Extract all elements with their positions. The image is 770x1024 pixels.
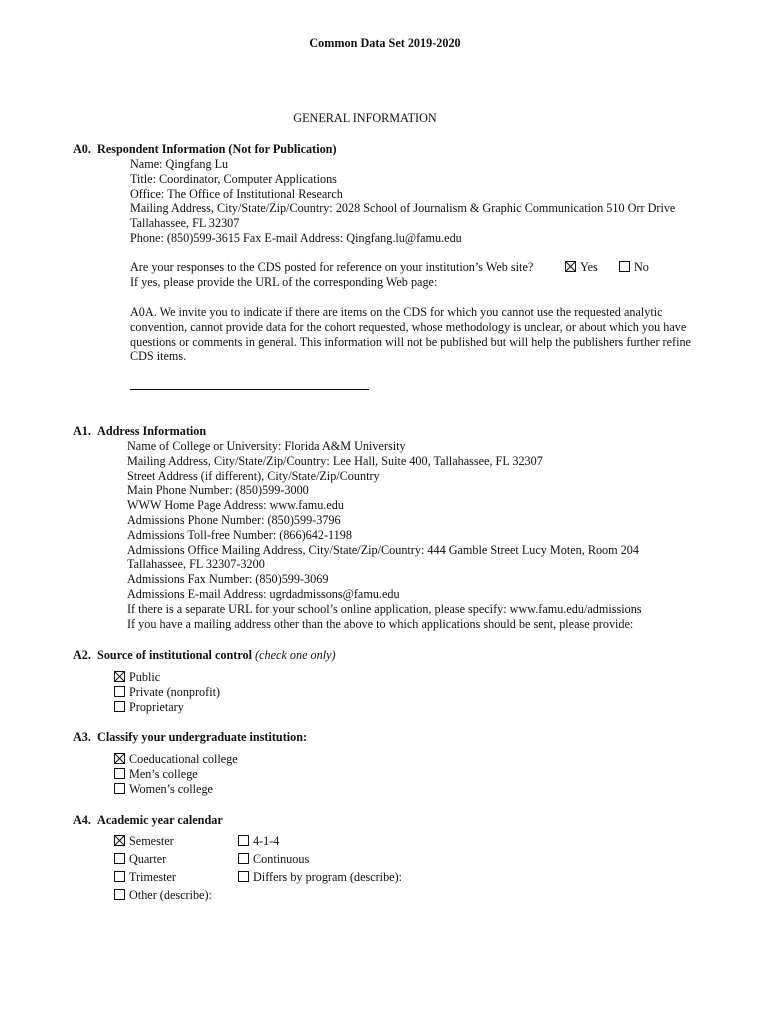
main-phone: Main Phone Number: (850)599-3000 <box>127 483 309 498</box>
college-name: Name of College or University: Florida A&M University <box>127 439 406 453</box>
respondent-city: Tallahassee, FL 32307 <box>130 216 240 231</box>
respondent-phone-email: Phone: (850)599-3615 Fax E-mail Address: Qingfang.lu@famu.edu <box>130 230 462 245</box>
a3-options <box>114 752 238 796</box>
no-label: No <box>634 260 649 274</box>
a1-heading-number: A1. <box>73 424 91 438</box>
option-other[interactable] <box>114 888 212 906</box>
trimester-label: Trimester <box>129 870 176 884</box>
proprietary-checkbox[interactable] <box>114 701 125 712</box>
private-checkbox[interactable] <box>114 686 125 697</box>
quarter-label: Quarter <box>129 852 167 866</box>
option-mens-college[interactable] <box>114 767 238 782</box>
womens-college-label: Women’s college <box>129 781 213 796</box>
other-label: Other (describe): <box>129 888 212 902</box>
option-continuous[interactable] <box>238 852 402 870</box>
continuous-checkbox[interactable] <box>238 853 249 864</box>
admissions-mailing-address: Admissions Office Mailing Address, City/State/Zip/Country: 444 Gamble Street Lucy Moten, Room 204 <box>127 542 639 557</box>
yes-option[interactable] <box>565 260 598 275</box>
a3-heading-number: A3. <box>73 730 91 744</box>
a4-heading <box>73 813 223 828</box>
option-differs-by-program[interactable] <box>238 870 402 888</box>
no-option[interactable] <box>619 260 649 275</box>
a0a-answer-line[interactable] <box>130 389 369 390</box>
public-checkbox[interactable] <box>114 671 125 682</box>
a1-heading <box>73 424 206 439</box>
admissions-city: Tallahassee, FL 32307-3200 <box>127 557 265 572</box>
coeducational-label: Coeducational college <box>129 752 238 766</box>
private-label: Private (nonprofit) <box>129 684 221 699</box>
respondent-mailing-address: Mailing Address, City/State/Zip/Country: 2028 School of Journalism & Graphic Communication 510 Orr Drive <box>130 201 676 216</box>
quarter-checkbox[interactable] <box>114 853 125 864</box>
a0-heading-text: Respondent Information (Not for Publication) <box>97 142 337 156</box>
a3-heading <box>73 730 307 745</box>
continuous-label: Continuous <box>253 852 310 866</box>
differs-by-program-label: Differs by program (describe): <box>253 870 403 884</box>
web-posting-question: Are your responses to the CDS posted for reference on your institution’s Web site? <box>130 260 534 274</box>
admissions-email: Admissions E-mail Address: ugrdadmissons@famu.edu <box>127 586 400 601</box>
a2-heading-text: Source of institutional control <box>97 648 252 662</box>
option-trimester[interactable] <box>114 870 212 888</box>
admissions-phone: Admissions Phone Number: (850)599-3796 <box>127 512 341 527</box>
a1-heading-text: Address Information <box>97 424 207 438</box>
option-womens-college[interactable] <box>114 782 238 797</box>
document-title: Common Data Set 2019-2020 <box>309 36 461 50</box>
admissions-fax: Admissions Fax Number: (850)599-3069 <box>127 572 329 587</box>
respondent-name: Name: Qingfang Lu <box>130 157 229 171</box>
proprietary-label: Proprietary <box>129 699 184 714</box>
semester-label: Semester <box>129 834 174 848</box>
option-proprietary[interactable] <box>114 700 220 715</box>
yes-label: Yes <box>580 260 598 274</box>
a4-heading-number: A4. <box>73 813 91 827</box>
option-coeducational[interactable] <box>114 752 238 767</box>
4-1-4-label: 4-1-4 <box>253 834 280 848</box>
4-1-4-checkbox[interactable] <box>238 835 249 846</box>
other-checkbox[interactable] <box>114 889 125 900</box>
yes-checkbox[interactable] <box>565 261 576 272</box>
womens-college-checkbox[interactable] <box>114 783 125 794</box>
url-prompt: If yes, please provide the URL of the corresponding Web page: <box>130 275 438 289</box>
a4-heading-text: Academic year calendar <box>97 813 223 827</box>
mens-college-label: Men’s college <box>129 766 198 781</box>
a0a-paragraph: A0A. We invite you to indicate if there are items on the CDS for which you cannot use the requested analytic convention, cannot provide data for the cohort requested, whose methodology is unclear, or about which you have questions or comments in general. This information will not be published but will help the publishers further refine CDS items. <box>130 305 691 364</box>
a0-heading <box>73 142 337 157</box>
a2-options <box>114 670 220 714</box>
trimester-checkbox[interactable] <box>114 871 125 882</box>
a0-heading-number: A0. <box>73 142 91 156</box>
a0-respondent-block <box>130 157 675 246</box>
college-mailing-address: Mailing Address, City/State/Zip/Country: Lee Hall, Suite 400, Tallahassee, FL 32307 <box>127 453 543 468</box>
differs-by-program-checkbox[interactable] <box>238 871 249 882</box>
home-page: WWW Home Page Address: www.famu.edu <box>127 498 344 513</box>
no-checkbox[interactable] <box>619 261 630 272</box>
a4-options-col2 <box>238 834 402 888</box>
semester-checkbox[interactable] <box>114 835 125 846</box>
a2-heading <box>73 648 336 663</box>
respondent-title: Title: Coordinator, Computer Applications <box>130 171 337 186</box>
a4-options-col1 <box>114 834 212 906</box>
a3-heading-text: Classify your undergraduate institution: <box>97 730 308 744</box>
a2-heading-note: (check one only) <box>255 648 336 662</box>
public-label: Public <box>129 670 161 684</box>
respondent-office: Office: The Office of Institutional Research <box>130 186 343 201</box>
option-quarter[interactable] <box>114 852 212 870</box>
mens-college-checkbox[interactable] <box>114 768 125 779</box>
coeducational-checkbox[interactable] <box>114 753 125 764</box>
option-public[interactable] <box>114 670 220 685</box>
option-semester[interactable] <box>114 834 212 852</box>
a2-heading-number: A2. <box>73 648 91 662</box>
alternate-mailing-address: If you have a mailing address other than the above to which applications should be sent, please provide: <box>127 616 634 631</box>
admissions-toll-free: Admissions Toll-free Number: (866)642-1198 <box>127 527 352 542</box>
option-4-1-4[interactable] <box>238 834 402 852</box>
street-address: Street Address (if different), City/State/Zip/Country <box>127 468 380 483</box>
option-private[interactable] <box>114 685 220 700</box>
a1-address-block <box>127 439 642 631</box>
section-title: GENERAL INFORMATION <box>293 111 437 125</box>
online-application-url: If there is a separate URL for your school’s online application, please specify: www.famu.edu/admissions <box>127 601 642 616</box>
